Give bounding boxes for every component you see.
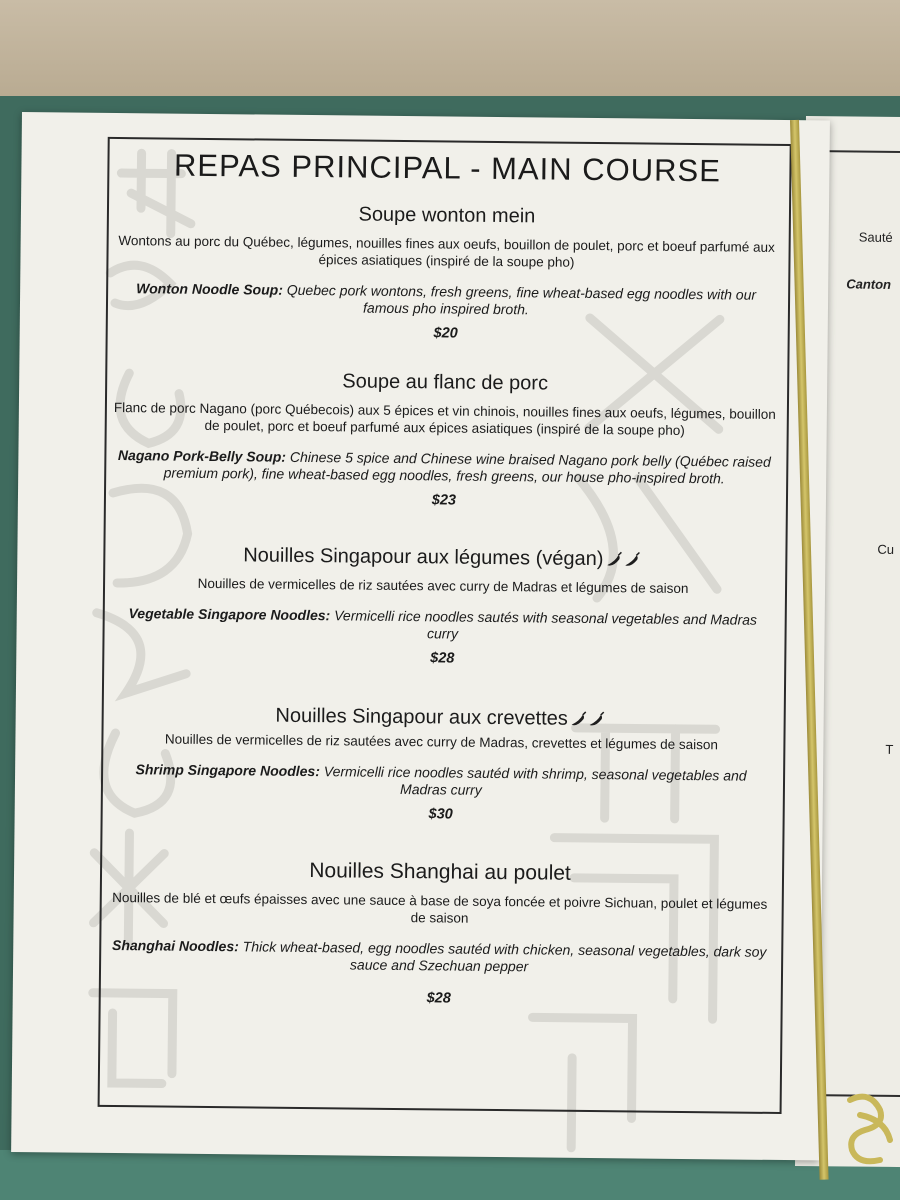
dish-details-en: Chinese 5 spice and Chinese wine braised Nagano pork belly (Québec raised premium pork), fine wheat-based egg noodles, fresh greens, our house pho-inspired broth. — [163, 448, 771, 487]
dish-name-en: Shanghai Noodles: — [111, 936, 239, 955]
chili-pepper-icon — [568, 710, 608, 728]
dish-price: $28 — [426, 990, 451, 1007]
dish-price: $28 — [430, 650, 455, 667]
right-page-text: T — [885, 741, 894, 757]
menu-page — [11, 112, 830, 1160]
dish-name-en: Nagano Pork-Belly Soup: — [117, 447, 287, 465]
menu-item — [106, 201, 787, 345]
dish-price: $30 — [428, 806, 453, 823]
dish-description-en — [101, 761, 781, 802]
dish-description-en — [104, 447, 784, 488]
dish-name-en: Vegetable Singapore Noodles: — [128, 605, 331, 624]
dish-details-en: Thick wheat-based, egg noodles sautéd with chicken, seasonal vegetables, dark soy sauce and Szechuan pepper — [238, 938, 767, 975]
dish-description-en — [106, 280, 786, 321]
dish-title-fr: Nouilles Shanghai au poulet — [309, 859, 571, 885]
dish-price: $23 — [431, 492, 457, 509]
dish-description-fr: Wontons au porc du Québec, légumes, nouilles fines aux oeufs, bouillon de poulet, porc et boeuf parfumé aux épices asiatiques (inspiré de la soupe pho) — [118, 233, 775, 270]
dish-description-fr: Nouilles de blé et œufs épaisses avec une sauce à base de soya foncée et poivre Sichuan, poulet et légumes de saison — [112, 889, 768, 926]
dish-title-fr: Soupe au flanc de porc — [342, 370, 549, 395]
dish-price: $20 — [433, 325, 458, 342]
menu-content — [99, 137, 788, 1010]
dish-description-fr: Nouilles de vermicelles de riz sautées avec curry de Madras, crevettes et légumes de saison — [164, 731, 718, 753]
menu-item — [102, 543, 783, 670]
dish-name-en: Wonton Noodle Soup: — [136, 280, 284, 298]
dish-description-en — [102, 605, 782, 646]
page-title: REPAS PRINCIPAL - MAIN COURSE — [173, 147, 722, 189]
dish-name-en: Shrimp Singapore Noodles: — [135, 761, 321, 780]
dish-description-fr: Flanc de porc Nagano (porc Québecois) aux 5 épices et vin chinois, nouilles fines aux oeufs, légumes, bouillon de poulet, porc et boeuf parfumé aux épices asiatiques (inspiré de la soupe pho) — [113, 399, 776, 438]
dish-description-fr: Nouilles de vermicelles de riz sautées avec curry de Madras et légumes de saison — [197, 575, 689, 597]
dish-description-en — [99, 937, 779, 978]
dish-title-text: Nouilles Singapour aux crevettes — [275, 704, 568, 730]
dish-title-fr — [102, 703, 782, 733]
cord-knot — [840, 1090, 900, 1170]
menu-item — [101, 703, 782, 826]
right-page-text: Cu — [877, 541, 895, 557]
dish-details-en: Quebec pork wontons, fresh greens, fine wheat-based egg noodles with our famous pho inspired broth. — [282, 281, 757, 318]
right-page-text: Sauté — [858, 229, 893, 245]
dish-details-en: Vermicelli rice noodles sautéd with shrimp, seasonal vegetables and Madras curry — [319, 763, 747, 798]
dish-title-fr: Soupe wonton mein — [358, 203, 536, 228]
chili-pepper-icon — [603, 551, 643, 569]
menu-item — [104, 368, 785, 512]
dish-title-text: Nouilles Singapour aux légumes (végan) — [243, 544, 604, 571]
right-page-text: Canton — [846, 276, 892, 292]
menu-item — [99, 857, 780, 1010]
dish-title-fr — [103, 543, 783, 573]
dish-details-en: Vermicelli rice noodles sautés with seasonal vegetables and Madras curry — [330, 607, 758, 642]
